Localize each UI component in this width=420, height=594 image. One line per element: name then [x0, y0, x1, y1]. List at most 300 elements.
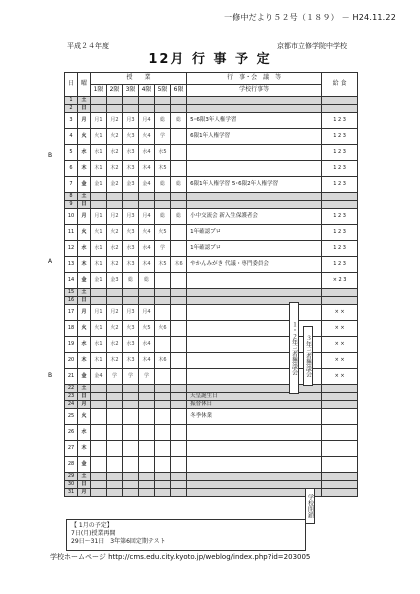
period-cell	[91, 409, 107, 425]
period-cell	[123, 409, 139, 425]
period-cell: 総	[171, 177, 187, 193]
period-cell	[139, 393, 155, 401]
period-cell	[139, 105, 155, 113]
period-cell	[171, 481, 187, 489]
period-cell	[123, 385, 139, 393]
event-cell	[187, 425, 322, 441]
lunch-cell: 1 2 3	[322, 257, 358, 273]
period-cell	[155, 489, 171, 497]
period-cell: 水2	[107, 337, 123, 353]
period-cell: 金1	[91, 177, 107, 193]
period-cell: 木3	[123, 161, 139, 177]
weekday-cell: 木	[78, 441, 91, 457]
period-cell: 水4	[139, 145, 155, 161]
weekday-cell: 水	[78, 425, 91, 441]
period-cell: 火5	[139, 321, 155, 337]
period-cell: 水4	[139, 241, 155, 257]
lunch-cell: 1 2 3	[322, 145, 358, 161]
event-cell	[187, 321, 322, 337]
week-rotation-mark: B	[48, 152, 53, 159]
period-cell: 総	[171, 209, 187, 225]
schedule-row	[65, 257, 358, 273]
period-cell	[123, 457, 139, 473]
period-cell	[91, 401, 107, 409]
period-cell	[123, 489, 139, 497]
lunch-cell	[322, 201, 358, 209]
period-cell	[171, 473, 187, 481]
period-cell: 木1	[91, 161, 107, 177]
weekday-cell: 日	[78, 393, 91, 401]
event-cell	[187, 97, 322, 105]
day-cell: 6	[65, 161, 78, 177]
period-cell: 学	[155, 241, 171, 257]
school-name: 京都市立修学院中学校	[277, 42, 347, 50]
event-cell	[187, 337, 322, 353]
lunch-cell	[322, 393, 358, 401]
lunch-cell	[322, 401, 358, 409]
day-cell: 29	[65, 473, 78, 481]
lunch-cell: × ×	[322, 369, 358, 385]
period-cell: 木3	[123, 257, 139, 273]
weekday-header: 曜	[78, 73, 91, 97]
day-cell: 7	[65, 177, 78, 193]
period-cell	[139, 385, 155, 393]
schedule-row	[65, 105, 358, 113]
period-cell: 月2	[107, 113, 123, 129]
period-cell: 月4	[139, 113, 155, 129]
period-cell	[107, 201, 123, 209]
event-cell: 1年確認プロ	[187, 225, 322, 241]
day-cell: 14	[65, 273, 78, 289]
period-cell: 水3	[123, 145, 139, 161]
period-cell	[171, 273, 187, 289]
period-cell: 月2	[107, 209, 123, 225]
period-cell: 金1	[91, 273, 107, 289]
period-cell	[123, 289, 139, 297]
lunch-cell	[322, 193, 358, 201]
weekday-cell: 金	[78, 273, 91, 289]
period-cell: 金2	[107, 177, 123, 193]
lunch-cell	[322, 489, 358, 497]
period-cell: 月2	[107, 305, 123, 321]
period-cell	[123, 201, 139, 209]
school-homepage-link[interactable]: 学校ホームページ http://cms.edu.city.kyoto.jp/weblog/index.php?id=203005	[50, 553, 311, 561]
event-cell: 振替休日	[187, 401, 322, 409]
schedule-row	[65, 401, 358, 409]
period-cell: 木5	[155, 161, 171, 177]
schedule-row	[65, 457, 358, 473]
period-cell	[139, 193, 155, 201]
event-cell	[187, 161, 322, 177]
period-header: 1限	[91, 85, 107, 97]
period-cell: 木4	[139, 257, 155, 273]
day-cell: 30	[65, 481, 78, 489]
period-cell	[171, 193, 187, 201]
period-cell	[171, 145, 187, 161]
day-header: 日	[65, 73, 78, 97]
day-cell: 23	[65, 393, 78, 401]
schedule-row	[65, 97, 358, 105]
day-cell: 8	[65, 193, 78, 201]
period-cell	[155, 441, 171, 457]
lunch-cell	[322, 457, 358, 473]
lunch-header: 給 食	[322, 73, 358, 97]
day-cell: 1	[65, 97, 78, 105]
event-cell	[187, 353, 322, 369]
page-title: 12月 行 事 予 定	[148, 52, 272, 67]
period-cell	[123, 441, 139, 457]
weekday-cell: 水	[78, 241, 91, 257]
weekday-cell: 金	[78, 369, 91, 385]
period-cell: 木6	[155, 353, 171, 369]
period-cell	[139, 409, 155, 425]
lunch-cell	[322, 297, 358, 305]
event-cell	[187, 105, 322, 113]
notes-line: 7日(月)授業再開	[71, 530, 116, 538]
weekday-cell: 金	[78, 177, 91, 193]
schedule-row	[65, 201, 358, 209]
period-cell: 火3	[123, 225, 139, 241]
period-cell	[123, 97, 139, 105]
period-cell	[107, 289, 123, 297]
period-cell: 火3	[123, 321, 139, 337]
schedule-row	[65, 369, 358, 385]
period-cell	[107, 425, 123, 441]
schedule-row	[65, 129, 358, 145]
notes-line: 29日～31日 3年第6回定期テスト	[71, 538, 166, 546]
period-cell: 月4	[139, 209, 155, 225]
event-cell	[187, 273, 322, 289]
period-cell	[123, 193, 139, 201]
week-rotation-mark: A	[48, 258, 53, 265]
school-events-header: 学校行事等	[187, 85, 322, 97]
period-cell	[107, 401, 123, 409]
event-cell: 冬季休業	[187, 409, 322, 425]
period-cell	[123, 401, 139, 409]
period-cell: 月3	[123, 305, 139, 321]
period-cell: 木2	[107, 353, 123, 369]
weekday-cell: 金	[78, 457, 91, 473]
weekday-cell: 火	[78, 225, 91, 241]
period-cell	[171, 129, 187, 145]
lunch-cell: × 2 3	[322, 273, 358, 289]
period-cell: 総	[171, 113, 187, 129]
period-cell	[171, 353, 187, 369]
event-cell	[187, 297, 322, 305]
period-cell: 月3	[123, 209, 139, 225]
lunch-cell: 1 2 3	[322, 209, 358, 225]
period-cell	[107, 481, 123, 489]
period-cell	[91, 489, 107, 497]
lunch-cell	[322, 473, 358, 481]
period-cell	[171, 369, 187, 385]
period-cell	[139, 441, 155, 457]
period-cell	[91, 425, 107, 441]
event-cell: やかんみがき 代議・専門委員会	[187, 257, 322, 273]
day-cell: 5	[65, 145, 78, 161]
day-cell: 11	[65, 225, 78, 241]
period-cell: 水2	[107, 145, 123, 161]
period-cell	[171, 425, 187, 441]
period-header: 2限	[107, 85, 123, 97]
period-cell: 総	[123, 273, 139, 289]
schedule-row	[65, 161, 358, 177]
period-cell	[107, 457, 123, 473]
event-cell	[187, 481, 322, 489]
period-cell	[91, 441, 107, 457]
event-cell: 5･6限3年人権学習	[187, 113, 322, 129]
third-year-meetings-label: ３年三者懇談会	[303, 326, 313, 386]
period-cell	[171, 305, 187, 321]
lunch-cell	[322, 105, 358, 113]
day-cell: 25	[65, 409, 78, 425]
notes-heading: 【 1月の予定】	[71, 522, 113, 529]
event-cell	[187, 473, 322, 481]
weekday-cell: 火	[78, 129, 91, 145]
period-cell: 金4	[139, 177, 155, 193]
period-cell: 木4	[139, 161, 155, 177]
event-cell	[187, 305, 322, 321]
period-cell	[107, 441, 123, 457]
period-cell	[171, 225, 187, 241]
period-cell	[171, 161, 187, 177]
period-cell: 火1	[91, 225, 107, 241]
period-cell: 木6	[171, 257, 187, 273]
period-cell	[155, 481, 171, 489]
school-closure-label: 学校閉鎖	[305, 488, 315, 524]
weekday-cell: 土	[78, 385, 91, 393]
weekday-cell: 木	[78, 161, 91, 177]
schedule-row	[65, 305, 358, 321]
period-cell	[155, 297, 171, 305]
period-cell	[155, 305, 171, 321]
period-cell	[171, 201, 187, 209]
events-header: 行 事・会 議 等	[187, 73, 322, 85]
weekday-cell: 火	[78, 321, 91, 337]
day-cell: 21	[65, 369, 78, 385]
schedule-row	[65, 113, 358, 129]
period-cell	[107, 297, 123, 305]
document-reference: 一修中だより５２号（１８９） － H24.11.22	[224, 13, 396, 22]
schedule-row	[65, 337, 358, 353]
period-header: 5限	[155, 85, 171, 97]
lunch-cell: 1 2 3	[322, 113, 358, 129]
weekday-cell: 月	[78, 113, 91, 129]
event-cell	[187, 369, 322, 385]
period-cell	[155, 393, 171, 401]
lunch-cell: 1 2 3	[322, 241, 358, 257]
period-cell: 学	[155, 129, 171, 145]
lunch-cell	[322, 97, 358, 105]
period-cell: 学	[139, 369, 155, 385]
period-cell	[155, 201, 171, 209]
weekday-cell: 木	[78, 353, 91, 369]
period-cell	[107, 393, 123, 401]
schedule-row	[65, 385, 358, 393]
period-cell	[171, 393, 187, 401]
period-cell: 水1	[91, 241, 107, 257]
period-cell	[171, 457, 187, 473]
period-cell	[171, 441, 187, 457]
period-cell: 火1	[91, 321, 107, 337]
period-cell: 金3	[123, 177, 139, 193]
day-cell: 20	[65, 353, 78, 369]
period-cell: 水4	[139, 337, 155, 353]
period-cell	[91, 473, 107, 481]
period-cell: 水2	[107, 241, 123, 257]
schedule-row	[65, 441, 358, 457]
event-cell	[187, 489, 322, 497]
schedule-row	[65, 209, 358, 225]
period-cell: 月3	[123, 113, 139, 129]
period-cell	[155, 425, 171, 441]
period-cell	[171, 97, 187, 105]
period-cell	[123, 105, 139, 113]
period-cell	[171, 105, 187, 113]
period-cell	[139, 481, 155, 489]
period-cell: 学	[107, 369, 123, 385]
event-cell	[187, 441, 322, 457]
day-cell: 18	[65, 321, 78, 337]
event-cell	[187, 145, 322, 161]
weekday-cell: 日	[78, 297, 91, 305]
period-cell: 月4	[139, 305, 155, 321]
period-cell	[171, 241, 187, 257]
period-cell	[123, 393, 139, 401]
period-cell: 金4	[91, 369, 107, 385]
period-cell	[91, 457, 107, 473]
weekday-cell: 月	[78, 401, 91, 409]
lunch-cell: 1 2 3	[322, 129, 358, 145]
weekday-cell: 月	[78, 489, 91, 497]
period-cell: 火3	[123, 129, 139, 145]
period-cell	[155, 409, 171, 425]
period-cell	[155, 105, 171, 113]
lunch-cell	[322, 409, 358, 425]
fiscal-year: 平成２４年度	[67, 42, 109, 50]
period-cell	[155, 273, 171, 289]
classes-header: 授 業	[91, 73, 187, 85]
lunch-cell: × ×	[322, 337, 358, 353]
period-cell	[139, 473, 155, 481]
day-cell: 19	[65, 337, 78, 353]
weekday-cell: 土	[78, 97, 91, 105]
period-cell	[91, 385, 107, 393]
event-schedule-table	[64, 72, 358, 497]
week-rotation-mark: B	[48, 372, 53, 379]
period-header: 6限	[171, 85, 187, 97]
period-cell	[171, 385, 187, 393]
next-month-notes	[66, 519, 306, 551]
event-cell: 小中交流会 新入生保護者会	[187, 209, 322, 225]
day-cell: 16	[65, 297, 78, 305]
period-cell: 月1	[91, 113, 107, 129]
period-cell	[171, 409, 187, 425]
lunch-cell: 1 2 3	[322, 177, 358, 193]
parent-meetings-label: １・２年三者懇談会	[289, 302, 299, 394]
period-cell: 火4	[139, 129, 155, 145]
period-cell	[155, 97, 171, 105]
period-cell	[107, 97, 123, 105]
period-cell	[171, 489, 187, 497]
period-cell	[107, 105, 123, 113]
period-cell	[171, 297, 187, 305]
period-cell	[123, 425, 139, 441]
period-cell	[139, 289, 155, 297]
period-cell	[123, 481, 139, 489]
day-cell: 28	[65, 457, 78, 473]
weekday-cell: 水	[78, 145, 91, 161]
weekday-cell: 月	[78, 209, 91, 225]
schedule-row	[65, 241, 358, 257]
weekday-cell: 土	[78, 289, 91, 297]
period-cell: 火2	[107, 129, 123, 145]
schedule-row	[65, 273, 358, 289]
period-cell	[155, 385, 171, 393]
period-cell	[107, 385, 123, 393]
schedule-row	[65, 409, 358, 425]
schedule-row	[65, 297, 358, 305]
day-cell: 24	[65, 401, 78, 409]
event-cell	[187, 201, 322, 209]
lunch-cell: 1 2 3	[322, 225, 358, 241]
period-cell: 水1	[91, 145, 107, 161]
period-cell	[91, 297, 107, 305]
period-cell	[155, 457, 171, 473]
period-cell	[139, 201, 155, 209]
schedule-row	[65, 473, 358, 481]
period-cell	[139, 425, 155, 441]
lunch-cell: × ×	[322, 321, 358, 337]
period-cell	[91, 289, 107, 297]
period-cell: 月1	[91, 209, 107, 225]
day-cell: 22	[65, 385, 78, 393]
period-header: 3限	[123, 85, 139, 97]
day-cell: 12	[65, 241, 78, 257]
period-cell	[155, 473, 171, 481]
lunch-cell	[322, 441, 358, 457]
period-cell	[139, 457, 155, 473]
lunch-cell	[322, 289, 358, 297]
weekday-cell: 月	[78, 305, 91, 321]
event-cell	[187, 457, 322, 473]
lunch-cell: 1 2 3	[322, 161, 358, 177]
period-cell	[139, 489, 155, 497]
period-cell	[91, 97, 107, 105]
period-cell	[91, 481, 107, 489]
period-cell	[155, 369, 171, 385]
weekday-cell: 火	[78, 409, 91, 425]
event-cell	[187, 289, 322, 297]
day-cell: 10	[65, 209, 78, 225]
period-cell: 水5	[155, 145, 171, 161]
period-cell: 水3	[123, 241, 139, 257]
period-cell	[107, 473, 123, 481]
weekday-cell: 土	[78, 193, 91, 201]
period-cell: 木5	[155, 257, 171, 273]
lunch-cell: × ×	[322, 353, 358, 369]
period-cell	[139, 401, 155, 409]
weekday-cell: 土	[78, 473, 91, 481]
event-cell	[187, 385, 322, 393]
period-cell	[171, 321, 187, 337]
period-cell: 学	[123, 369, 139, 385]
weekday-cell: 日	[78, 481, 91, 489]
day-cell: 31	[65, 489, 78, 497]
schedule-row	[65, 193, 358, 201]
event-cell	[187, 193, 322, 201]
period-cell: 木2	[107, 161, 123, 177]
